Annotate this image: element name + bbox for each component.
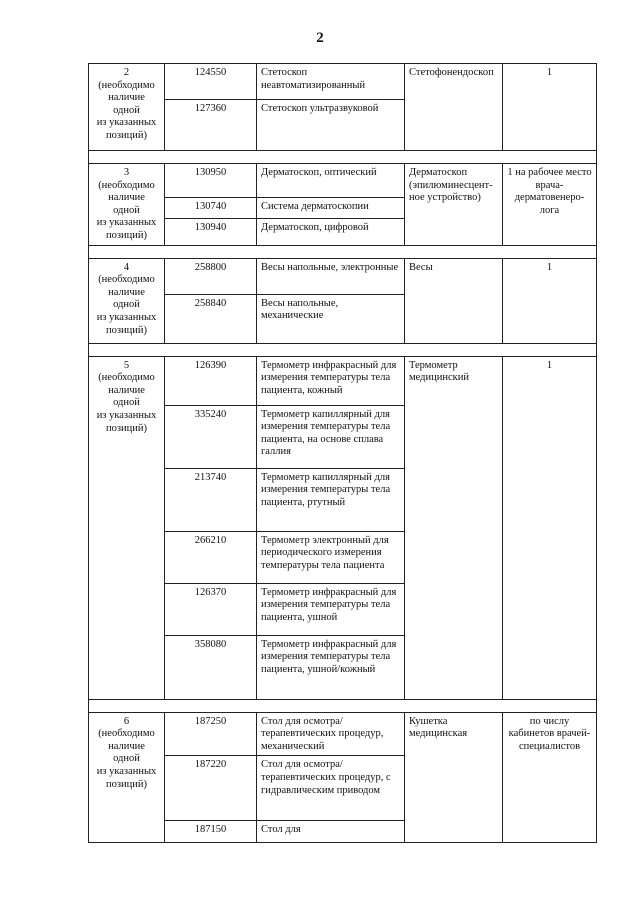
item-name: Дерматоскоп, оптический bbox=[257, 164, 405, 198]
group-note-line: (необходимо bbox=[98, 79, 155, 91]
group-separator bbox=[89, 245, 597, 258]
equipment-type: Весы bbox=[405, 258, 503, 343]
equipment-quantity: 1 bbox=[503, 356, 597, 699]
table-row bbox=[89, 356, 597, 405]
item-name: Система дерматоскопии bbox=[257, 198, 405, 219]
group-note-line: (необходимо bbox=[98, 372, 155, 384]
group-note-line: позиций) bbox=[106, 778, 147, 790]
group-note-line: одной bbox=[113, 204, 140, 216]
item-name: Термометр инфракрасный для измерения температуры тела пациента, кожный bbox=[257, 356, 405, 405]
table-row bbox=[89, 164, 597, 198]
item-name: Дерматоскоп, цифровой bbox=[257, 219, 405, 245]
item-code: 187150 bbox=[165, 821, 257, 843]
group-separator bbox=[89, 343, 597, 356]
item-name: Весы напольные, электронные bbox=[257, 258, 405, 294]
item-name: Термометр инфракрасный для измерения температуры тела пациента, ушной bbox=[257, 583, 405, 635]
group-number: 2 bbox=[123, 67, 130, 78]
equipment-type: Дерматоскоп (эпилюминесцент-ное устройство) bbox=[405, 164, 503, 246]
group-note-line: из указанных bbox=[96, 217, 157, 229]
item-code: 187220 bbox=[165, 756, 257, 821]
group-separator bbox=[89, 699, 597, 712]
item-code: 187250 bbox=[165, 712, 257, 756]
group-note-line: из указанных bbox=[96, 409, 157, 421]
item-code: 126390 bbox=[165, 356, 257, 405]
item-name: Стол для bbox=[257, 821, 405, 843]
equipment-quantity: 1 bbox=[503, 258, 597, 343]
item-name: Стетоскоп ультразвуковой bbox=[257, 100, 405, 151]
group-note-line: позиций) bbox=[106, 324, 147, 336]
table-row bbox=[89, 258, 597, 294]
item-code: 335240 bbox=[165, 405, 257, 468]
equipment-quantity: 1 на рабочее место врача-дерматовенеро-лога bbox=[503, 164, 597, 246]
item-name: Стол для осмотра/терапевтических процедур, механический bbox=[257, 712, 405, 756]
item-name: Весы напольные, механические bbox=[257, 294, 405, 343]
group-note-line: из указанных bbox=[96, 765, 157, 777]
item-name: Термометр капиллярный для измерения температуры тела пациента, ртутный bbox=[257, 468, 405, 531]
item-code: 127360 bbox=[165, 100, 257, 151]
equipment-type: Термометр медицинский bbox=[405, 356, 503, 699]
group-note-line: позиций) bbox=[106, 229, 147, 241]
group-number-cell bbox=[89, 356, 165, 699]
group-note-line: наличие bbox=[108, 286, 145, 298]
item-code: 258840 bbox=[165, 294, 257, 343]
equipment-type: Стетофонендоскоп bbox=[405, 64, 503, 151]
equipment-type: Кушетка медицинская bbox=[405, 712, 503, 843]
page-number: 2 bbox=[316, 30, 324, 46]
group-separator bbox=[89, 151, 597, 164]
group-note-line: одной bbox=[113, 299, 140, 311]
item-code: 130940 bbox=[165, 219, 257, 245]
group-note-line: (необходимо bbox=[98, 274, 155, 286]
group-note-line: наличие bbox=[108, 92, 145, 104]
item-name: Стетоскоп неавтоматизированный bbox=[257, 64, 405, 100]
item-name: Стол для осмотра/терапевтических процедур, с гидравлическим приводом bbox=[257, 756, 405, 821]
group-number: 5 bbox=[123, 359, 130, 371]
group-number-cell bbox=[89, 64, 165, 151]
group-note-line: позиций) bbox=[106, 422, 147, 434]
group-note-line: (необходимо bbox=[98, 179, 155, 191]
group-note-line: одной bbox=[113, 397, 140, 409]
group-note-line: из указанных bbox=[96, 311, 157, 323]
group-number: 3 bbox=[123, 167, 130, 178]
item-code: 358080 bbox=[165, 635, 257, 699]
item-code: 130740 bbox=[165, 198, 257, 219]
group-note-line: позиций) bbox=[106, 129, 147, 141]
item-code: 126370 bbox=[165, 583, 257, 635]
item-code: 213740 bbox=[165, 468, 257, 531]
item-code: 124550 bbox=[165, 64, 257, 100]
table-row bbox=[89, 64, 597, 100]
item-code: 266210 bbox=[165, 531, 257, 583]
group-note-line: из указанных bbox=[96, 117, 157, 129]
equipment-quantity: 1 bbox=[503, 64, 597, 151]
group-note-line: наличие bbox=[108, 192, 145, 204]
group-note-line: наличие bbox=[108, 384, 145, 396]
item-code: 130950 bbox=[165, 164, 257, 198]
group-number-cell bbox=[89, 164, 165, 246]
group-number-cell bbox=[89, 258, 165, 343]
item-name: Термометр инфракрасный для измерения температуры тела пациента, ушной/кожный bbox=[257, 635, 405, 699]
group-number: 4 bbox=[123, 261, 130, 273]
item-name: Термометр электронный для периодического измерения температуры тела пациента bbox=[257, 531, 405, 583]
group-number: 6 bbox=[123, 715, 130, 727]
group-note-line: наличие bbox=[108, 740, 145, 752]
equipment-table bbox=[88, 63, 597, 843]
equipment-quantity: по числу кабинетов врачей-специалистов bbox=[503, 712, 597, 843]
item-name: Термометр капиллярный для измерения температуры тела пациента, на основе сплава галлия bbox=[257, 405, 405, 468]
group-note-line: одной bbox=[113, 104, 140, 116]
group-number-cell bbox=[89, 712, 165, 843]
group-note-line: (необходимо bbox=[98, 728, 155, 740]
group-note-line: одной bbox=[113, 753, 140, 765]
table-row bbox=[89, 712, 597, 756]
item-code: 258800 bbox=[165, 258, 257, 294]
